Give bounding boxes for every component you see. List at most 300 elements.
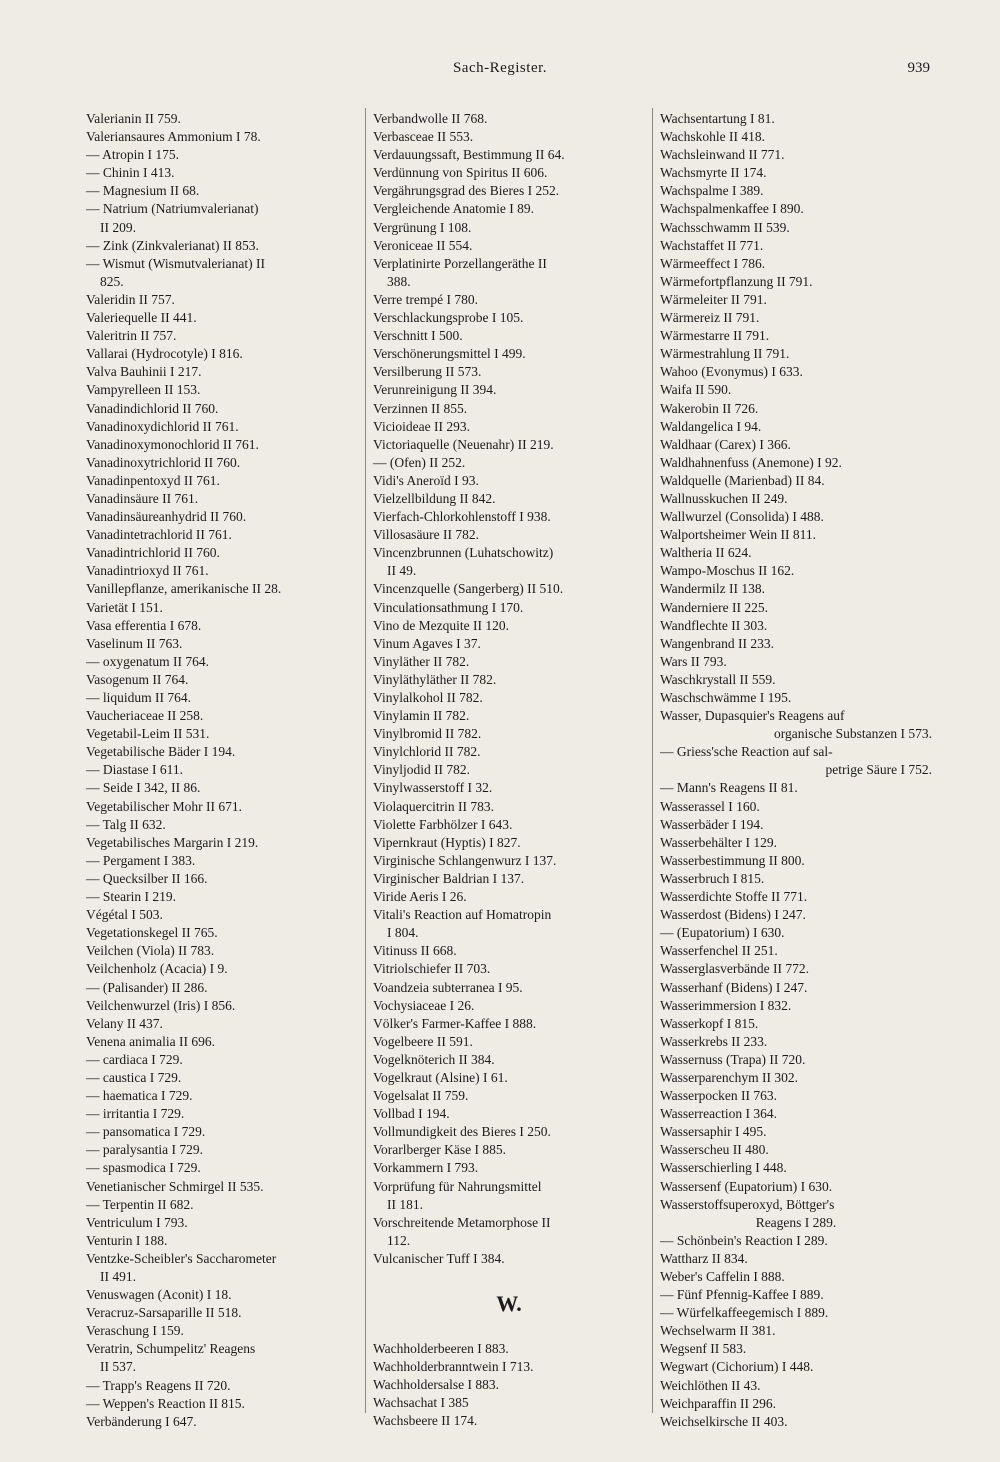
entry-text: Vinylchlorid II 782.: [373, 744, 481, 760]
index-entry: [86, 816, 358, 834]
entry-text: Vegetationskegel II 765.: [86, 925, 218, 941]
entry-continuation: II 209.: [100, 219, 136, 235]
index-entry: [86, 1413, 358, 1431]
entry-text: — Seide I 342, II 86.: [86, 780, 201, 796]
entry-text: Vielzellbildung II 842.: [373, 490, 496, 506]
entry-text: Wasserreaction I 364.: [660, 1106, 777, 1122]
entry-text: — haematica I 729.: [86, 1088, 193, 1104]
index-entry: [86, 671, 358, 689]
index-entry: [660, 472, 932, 490]
entry-text: Vergrünung I 108.: [373, 219, 472, 235]
entry-text: — liquidum II 764.: [86, 690, 191, 705]
entry-text: Vogelbeere II 591.: [373, 1033, 473, 1049]
index-entry: [86, 562, 358, 580]
entry-text: — Weppen's Reaction II 815.: [86, 1395, 245, 1411]
entry-text: Vorarlberger Käse I 885.: [373, 1142, 506, 1158]
entry-continuation: 825.: [100, 273, 124, 289]
index-entry: [373, 870, 645, 888]
index-entry: [660, 1286, 932, 1304]
index-entry: [373, 1015, 645, 1033]
index-entry: [373, 888, 645, 906]
entry-text: Vulcanischer Tuff I 384.: [373, 1250, 505, 1266]
entry-text: Vegetabilisches Margarin I 219.: [86, 834, 259, 850]
entry-text: Vanadintrioxyd II 761.: [86, 563, 209, 579]
index-entry: [86, 164, 358, 182]
entry-text: Vegetabil-Leim II 531.: [86, 726, 210, 742]
index-entry: [660, 617, 932, 635]
entry-text: — Pergament I 383.: [86, 852, 196, 868]
index-entry: [373, 146, 645, 164]
index-entry: [86, 182, 358, 200]
entry-text: Wasserscheu II 480.: [660, 1142, 769, 1158]
entry-text: Valeriansaures Ammonium I 78.: [86, 129, 261, 145]
entry-text: Vanadintrichlorid II 760.: [86, 545, 220, 561]
entry-text: Vanadinsäureanhydrid II 760.: [86, 509, 247, 525]
entry-text: Wahoo (Evonymus) I 633.: [660, 364, 803, 380]
entry-text: Wasserfenchel II 251.: [660, 943, 778, 959]
index-entry: [660, 345, 932, 363]
index-entry: [373, 1340, 645, 1358]
entry-text: Verbandwolle II 768.: [373, 111, 488, 126]
index-entry: [660, 942, 932, 960]
index-entry: [660, 960, 932, 978]
entry-text: Wandflechte II 303.: [660, 617, 768, 633]
entry-text: Wasserparenchym II 302.: [660, 1069, 798, 1085]
index-entry: [373, 436, 645, 454]
index-entry: [373, 327, 645, 345]
index-entry: [660, 309, 932, 327]
index-entry: [86, 327, 358, 345]
index-entry: [660, 1105, 932, 1123]
index-entry: [660, 1250, 932, 1268]
entry-text: — (Palisander) II 286.: [86, 979, 208, 995]
index-entry: [373, 761, 645, 779]
entry-continuation: 388.: [387, 273, 411, 289]
entry-text: Wärmeeffect I 786.: [660, 255, 766, 271]
entry-text: Wassersenf (Eupatorium) I 630.: [660, 1178, 833, 1194]
index-entry: [660, 508, 932, 526]
entry-text: Vinculationsathmung I 170.: [373, 599, 524, 615]
entry-text: — Natrium (Natriumvalerianat): [86, 201, 259, 217]
entry-text: Weber's Caffelin I 888.: [660, 1269, 785, 1284]
index-entry: [660, 1159, 932, 1177]
index-entry: [373, 852, 645, 870]
index-entry: [660, 219, 932, 237]
entry-text: Verschönerungsmittel I 499.: [373, 346, 526, 362]
index-entry: [660, 1069, 932, 1087]
entry-continuation: Reagens I 289.: [755, 1214, 837, 1230]
entry-text: Vogelknöterich II 384.: [373, 1051, 495, 1067]
index-entry: [660, 255, 932, 273]
index-entry: [660, 1413, 932, 1431]
entry-text: Vasogenum II 764.: [86, 671, 189, 687]
index-entry: [86, 960, 358, 978]
entry-text: — Trapp's Reagens II 720.: [86, 1377, 231, 1393]
index-entry: [86, 1087, 358, 1105]
index-entry: [660, 671, 932, 689]
index-entry: [86, 1105, 358, 1123]
index-entry: [86, 653, 358, 671]
entry-text: Vinylamin II 782.: [373, 708, 470, 724]
index-entry: [373, 743, 645, 761]
index-entry: [86, 1286, 358, 1304]
entry-text: Waschschwämme I 195.: [660, 690, 792, 705]
index-entry: [660, 599, 932, 617]
entry-text: Vicioideae II 293.: [373, 418, 471, 434]
entry-text: Vinyljodid II 782.: [373, 762, 471, 778]
entry-text: Verbasceae II 553.: [373, 129, 474, 145]
index-entry: [660, 110, 932, 128]
index-entry: [660, 436, 932, 454]
entry-text: Vanadintetrachlorid II 761.: [86, 527, 232, 543]
index-entry: [86, 345, 358, 363]
index-entry: [86, 834, 358, 852]
entry-text: Wasserhanf (Bidens) I 247.: [660, 979, 808, 995]
index-entry: [373, 237, 645, 255]
index-entry: [86, 526, 358, 544]
index-entry: [660, 1033, 932, 1051]
entry-continuation: petrige Säure I 752.: [825, 762, 932, 778]
entry-text: — Fünf Pfennig-Kaffee I 889.: [660, 1287, 824, 1303]
index-entry: [86, 1196, 358, 1214]
index-entry: [373, 997, 645, 1015]
index-entry: [373, 418, 645, 436]
index-entry: [660, 400, 932, 418]
index-entry: [86, 237, 358, 255]
index-entry: [660, 1015, 932, 1033]
entry-text: Wechselwarm II 381.: [660, 1323, 776, 1339]
index-entry: [86, 146, 358, 164]
entry-text: Wachstaffet II 771.: [660, 237, 764, 253]
entry-text: Waldhaar (Carex) I 366.: [660, 436, 791, 452]
entry-text: Vinylbromid II 782.: [373, 726, 482, 742]
entry-text: Vampyrelleen II 153.: [86, 382, 201, 398]
entry-text: Veratrin, Schumpelitz' Reagens: [86, 1341, 256, 1357]
entry-text: Vanillepflanze, amerikanische II 28.: [86, 581, 282, 597]
index-entry: [86, 997, 358, 1015]
entry-text: Villosasäure II 782.: [373, 527, 480, 543]
entry-text: Wassernuss (Trapa) II 720.: [660, 1051, 806, 1067]
index-entry: [660, 1141, 932, 1159]
entry-text: Wachsachat I 385: [373, 1395, 469, 1411]
entry-text: Voandzeia subterranea I 95.: [373, 979, 523, 995]
entry-text: Waifa II 590.: [660, 382, 732, 398]
entry-text: Venena animalia II 696.: [86, 1033, 215, 1049]
entry-text: Verzinnen II 855.: [373, 400, 468, 416]
entry-text: Veroniceae II 554.: [373, 237, 473, 253]
index-entry: [373, 707, 645, 725]
entry-continuation: 112.: [387, 1232, 411, 1248]
entry-text: Wasser, Dupasquier's Reagens auf: [660, 708, 845, 724]
index-entry: [660, 979, 932, 997]
entry-text: Veilchenwurzel (Iris) I 856.: [86, 997, 236, 1013]
index-entry: [373, 1051, 645, 1069]
index-entry: [660, 1123, 932, 1141]
entry-text: Vidi's Aneroïd I 93.: [373, 472, 479, 488]
index-entry: [86, 1214, 358, 1232]
entry-text: Vincenzbrunnen (Luhatschowitz): [373, 545, 554, 561]
entry-text: Völker's Farmer-Kaffee I 888.: [373, 1015, 537, 1031]
entry-continuation: II 537.: [100, 1359, 136, 1375]
index-entry: [86, 363, 358, 381]
entry-text: Valeritrin II 757.: [86, 328, 177, 344]
index-entry: [660, 1358, 932, 1376]
index-entry: [660, 1196, 932, 1232]
entry-text: Wärmestarre II 791.: [660, 328, 770, 344]
entry-text: Wasserbruch I 815.: [660, 870, 765, 886]
index-entry: [660, 182, 932, 200]
entry-text: Wasserdichte Stoffe II 771.: [660, 889, 808, 905]
entry-text: Vorkammern I 793.: [373, 1160, 479, 1176]
entry-text: Verre trempé I 780.: [373, 291, 478, 307]
index-entry: [373, 345, 645, 363]
entry-text: Vollbad I 194.: [373, 1106, 450, 1122]
entry-text: Waldquelle (Marienbad) II 84.: [660, 472, 825, 488]
entry-continuation: II 181.: [387, 1196, 423, 1212]
index-entry: [660, 1395, 932, 1413]
index-entry: [660, 291, 932, 309]
entry-text: Wasserbestimmung II 800.: [660, 852, 805, 868]
index-entry: [373, 1105, 645, 1123]
entry-continuation: II 49.: [387, 563, 417, 579]
index-entry: [373, 689, 645, 707]
index-entry: [86, 454, 358, 472]
index-entry: [86, 888, 358, 906]
index-entry: [373, 671, 645, 689]
index-entry: [86, 870, 358, 888]
entry-text: Waldangelica I 94.: [660, 418, 762, 434]
index-entry: [86, 1015, 358, 1033]
index-entry: [373, 110, 645, 128]
entry-text: Wachsleinwand II 771.: [660, 147, 785, 163]
index-entry: [373, 200, 645, 218]
entry-text: Veilchen (Viola) II 783.: [86, 943, 215, 959]
index-entry: [373, 653, 645, 671]
entry-text: Vallarai (Hydrocotyle) I 816.: [86, 346, 243, 362]
entry-text: — caustica I 729.: [86, 1069, 182, 1085]
entry-text: Vorschreitende Metamorphose II: [373, 1214, 551, 1230]
entry-text: Wachholdersalse I 883.: [373, 1377, 499, 1393]
index-entry: [373, 400, 645, 418]
index-entry: [86, 635, 358, 653]
index-entry: [86, 1377, 358, 1395]
index-entry: [86, 400, 358, 418]
index-entry: [373, 942, 645, 960]
entry-text: Vitinuss II 668.: [373, 943, 457, 959]
index-entry: [86, 1304, 358, 1322]
index-entry: [373, 508, 645, 526]
entry-text: Vochysiaceae I 26.: [373, 997, 475, 1013]
index-entry: [86, 200, 358, 236]
index-entry: [86, 852, 358, 870]
entry-continuation: organische Substanzen I 573.: [774, 726, 932, 742]
entry-text: Wallwurzel (Consolida) I 488.: [660, 509, 824, 525]
index-column-1: [86, 110, 358, 1431]
entry-text: — Atropin I 175.: [86, 147, 179, 163]
index-entry: [373, 490, 645, 508]
entry-text: Wasserbäder I 194.: [660, 816, 764, 832]
entry-text: Wachsentartung I 81.: [660, 111, 775, 126]
index-entry: [86, 580, 358, 598]
entry-text: Ventriculum I 793.: [86, 1214, 188, 1230]
entry-text: — Schönbein's Reaction I 289.: [660, 1232, 828, 1248]
entry-text: — Zink (Zinkvalerianat) II 853.: [86, 237, 259, 253]
entry-text: Wachspalme I 389.: [660, 183, 764, 199]
entry-text: Vincenzquelle (Sangerberg) II 510.: [373, 581, 564, 597]
entry-text: Wärmefortpflanzung II 791.: [660, 273, 813, 289]
entry-text: Wachsmyrte II 174.: [660, 165, 767, 181]
entry-text: Valeriequelle II 441.: [86, 310, 197, 326]
entry-text: Victoriaquelle (Neuenahr) II 219.: [373, 436, 554, 452]
index-entry: [86, 436, 358, 454]
index-entry: [660, 164, 932, 182]
entry-text: Venturin I 188.: [86, 1232, 168, 1248]
entry-continuation: II 491.: [100, 1269, 136, 1284]
entry-text: Wampo-Moschus II 162.: [660, 563, 795, 579]
index-entry: [660, 1340, 932, 1358]
index-entry: [86, 381, 358, 399]
entry-text: Wasserpocken II 763.: [660, 1088, 777, 1104]
entry-text: — cardiaca I 729.: [86, 1051, 183, 1067]
entry-text: Vanadinoxymonochlorid II 761.: [86, 436, 259, 452]
index-entry: [86, 906, 358, 924]
index-entry: [660, 743, 932, 779]
index-entry: [373, 580, 645, 598]
entry-text: Vaucheriaceae II 258.: [86, 708, 204, 724]
entry-text: Wachholderbranntwein I 713.: [373, 1359, 534, 1375]
entry-text: Vitriolschiefer II 703.: [373, 961, 491, 977]
index-column-2: [373, 110, 645, 1430]
index-entry: [86, 924, 358, 942]
index-entry: [86, 779, 358, 797]
index-entry: [660, 906, 932, 924]
entry-text: Vinyläthyläther II 782.: [373, 671, 497, 687]
entry-text: Varietät I 151.: [86, 599, 163, 615]
index-entry: [660, 852, 932, 870]
entry-text: — (Ofen) II 252.: [373, 454, 466, 470]
entry-text: Verschlackungsprobe I 105.: [373, 310, 524, 326]
index-entry: [86, 1141, 358, 1159]
entry-text: Verschnitt I 500.: [373, 328, 463, 344]
index-entry: [86, 1051, 358, 1069]
index-entry: [86, 418, 358, 436]
index-entry: [373, 834, 645, 852]
entry-text: Vegetabilischer Mohr II 671.: [86, 798, 242, 814]
entry-text: Vasa efferentia I 678.: [86, 617, 202, 633]
entry-text: Wegsenf II 583.: [660, 1341, 747, 1357]
column-divider: [365, 108, 366, 1413]
index-entry: [660, 128, 932, 146]
entry-text: Wandermilz II 138.: [660, 581, 766, 597]
index-entry: [86, 1395, 358, 1413]
entry-text: Weichparaffin II 296.: [660, 1395, 776, 1411]
entry-text: — Wismut (Wismutvalerianat) II: [86, 255, 265, 271]
index-entry: [373, 309, 645, 327]
entry-text: Vaselinum II 763.: [86, 635, 183, 651]
index-entry: [373, 725, 645, 743]
entry-text: Velany II 437.: [86, 1015, 163, 1031]
index-entry: [373, 544, 645, 580]
entry-text: Vorprüfung für Nahrungsmittel: [373, 1178, 542, 1194]
index-entry: [86, 309, 358, 327]
entry-text: Vollmundigkeit des Bieres I 250.: [373, 1124, 551, 1140]
entry-text: Valva Bauhinii I 217.: [86, 364, 202, 380]
entry-text: Vergleichende Anatomie I 89.: [373, 201, 534, 217]
entry-text: Violette Farbhölzer I 643.: [373, 816, 513, 832]
entry-text: Vierfach-Chlorkohlenstoff I 938.: [373, 509, 551, 525]
entry-text: Wachskohle II 418.: [660, 129, 766, 145]
entry-text: Vino de Mezquite II 120.: [373, 617, 510, 633]
entry-text: — Würfelkaffeegemisch I 889.: [660, 1305, 829, 1321]
entry-text: Virginische Schlangenwurz I 137.: [373, 852, 557, 868]
index-entry: [373, 363, 645, 381]
index-entry: [86, 1033, 358, 1051]
index-entry: [86, 255, 358, 291]
index-entry: [660, 237, 932, 255]
index-entry: [373, 128, 645, 146]
index-entry: [373, 779, 645, 797]
index-entry: [86, 291, 358, 309]
entry-text: Valerianin II 759.: [86, 111, 181, 126]
page-number: 939: [907, 60, 930, 76]
index-entry: [660, 1051, 932, 1069]
index-entry: [86, 1250, 358, 1286]
entry-text: Wasserassel I 160.: [660, 798, 760, 814]
entry-text: Virginischer Baldrian I 137.: [373, 870, 525, 886]
index-entry: [373, 164, 645, 182]
index-entry: [86, 743, 358, 761]
entry-text: Wangenbrand II 233.: [660, 635, 774, 651]
index-entry: [86, 128, 358, 146]
entry-text: — Chinin I 413.: [86, 165, 175, 181]
index-entry: [86, 490, 358, 508]
index-entry: [660, 580, 932, 598]
index-entry: [660, 997, 932, 1015]
index-entry: [86, 472, 358, 490]
entry-text: Ventzke-Scheibler's Saccharometer: [86, 1250, 277, 1266]
index-entry: [660, 1232, 932, 1250]
entry-text: Wasserbehälter I 129.: [660, 834, 777, 850]
index-entry: [373, 599, 645, 617]
index-entry: [373, 816, 645, 834]
index-entry: [86, 1069, 358, 1087]
entry-text: Waltheria II 624.: [660, 545, 752, 561]
entry-text: Veraschung I 159.: [86, 1323, 184, 1339]
index-entry: [660, 779, 932, 797]
index-entry: [660, 327, 932, 345]
entry-text: Wärmestrahlung II 791.: [660, 346, 790, 362]
entry-text: Wattharz II 834.: [660, 1250, 748, 1266]
index-entry: [660, 363, 932, 381]
index-entry: [660, 381, 932, 399]
entry-text: Wakerobin II 726.: [660, 400, 759, 416]
entry-text: Végétal I 503.: [86, 907, 163, 923]
index-entry: [373, 1214, 645, 1250]
index-entry: [373, 979, 645, 997]
index-entry: [373, 1376, 645, 1394]
index-entry: [660, 798, 932, 816]
entry-text: Wachspalmenkaffee I 890.: [660, 201, 804, 217]
index-entry: [373, 1178, 645, 1214]
entry-text: Vanadinoxydichlorid II 761.: [86, 418, 239, 434]
index-entry: [660, 834, 932, 852]
entry-text: Vinyläther II 782.: [373, 653, 470, 669]
entry-text: Vanadinpentoxyd II 761.: [86, 472, 220, 488]
entry-text: — (Eupatorium) I 630.: [660, 925, 785, 941]
entry-text: Wallnusskuchen II 249.: [660, 490, 788, 506]
entry-text: Weichselkirsche II 403.: [660, 1413, 788, 1429]
index-entry: [373, 454, 645, 472]
